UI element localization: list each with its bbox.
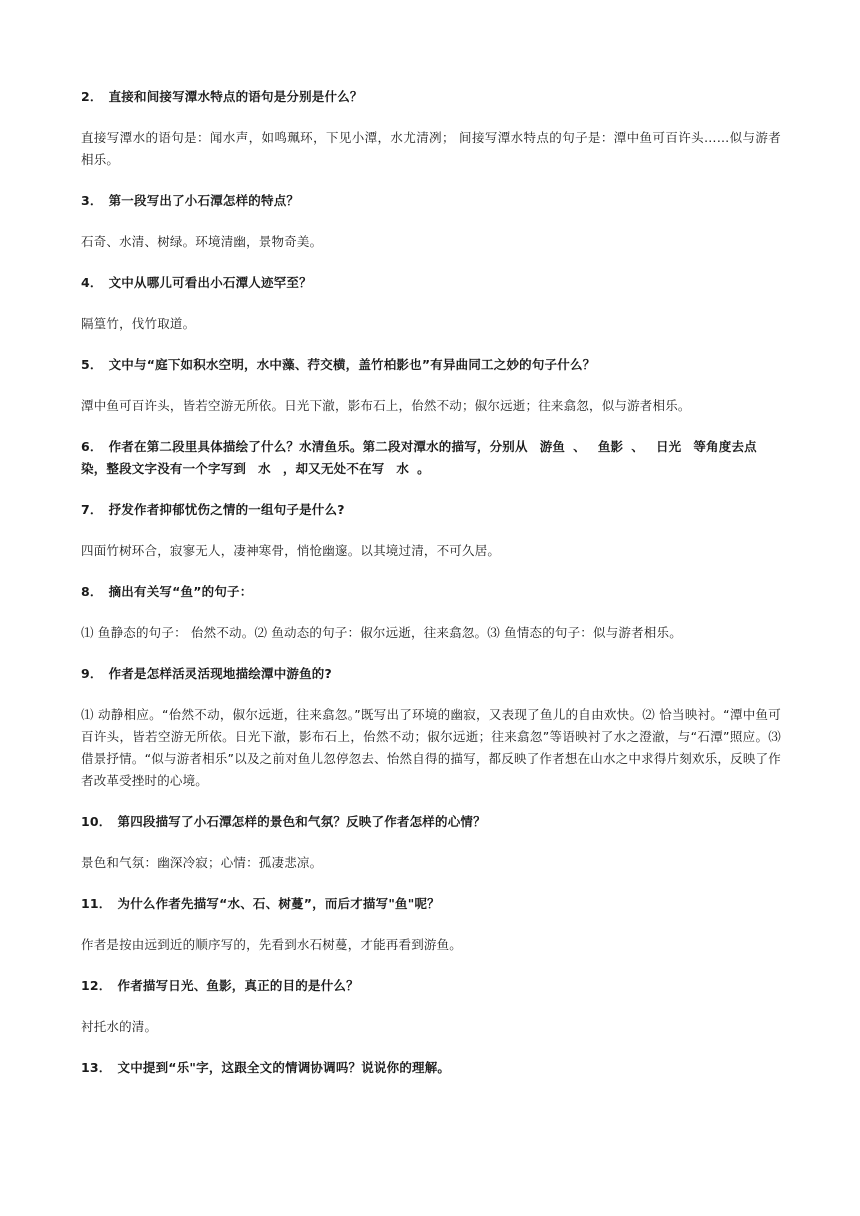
question-6 — [81, 436, 781, 480]
question-text: 文中从哪儿可看出小石潭人迹罕至？ — [108, 275, 312, 290]
question-text: 直接和间接写潭水特点的语句是分别是什么？ — [108, 89, 363, 104]
question-number: 11． — [81, 896, 112, 911]
question-4 — [81, 272, 781, 294]
question-text: 。 — [417, 461, 430, 476]
question-text: 文中提到“乐"字，这跟全文的情调协调吗？说说你的理解。 — [117, 1060, 451, 1075]
question-number: 2． — [81, 89, 103, 104]
answer-9: ⑴ 动静相应。“佁然不动，俶尔远逝，往来翕忽。”既写出了环境的幽寂，又表现了鱼儿的自由欢快。⑵ 恰当映衬。“潭中鱼可百许头，皆若空游无所依。日光下澈，影布石上，佁然不动；俶尔远逝；往来翕忽”等语映衬了水之澄澈，与“石潭”照应。⑶ 借景抒情。“似与游者相乐”以及之前对鱼儿忽停忽去、怡然自得的描写，都反映了作者想在山水之中求得片刻欢乐，反映了作者改革受挫时的心境。 — [81, 707, 781, 788]
document-page — [81, 86, 781, 1098]
question-8 — [81, 581, 781, 603]
question-text: 等角度去点染，整段文字没有一个字写到 — [81, 439, 757, 476]
question-13 — [81, 1057, 781, 1079]
answer-8: ⑴ 鱼静态的句子： 佁然不动。⑵ 鱼动态的句子：俶尔远逝，往来翕忽。⑶ 鱼情态的句子：似与游者相乐。 — [81, 625, 682, 640]
fill-in-answer: 鱼影 — [597, 439, 624, 454]
question-number: 7． — [81, 502, 103, 517]
answer-5: 潭中鱼可百许头，皆若空游无所依。日光下澈，影布石上，佁然不动；俶尔远逝；往来翕忽，似与游者相乐。 — [81, 398, 691, 413]
question-number: 10． — [81, 814, 112, 829]
question-number: 9． — [81, 666, 103, 681]
question-2 — [81, 86, 781, 108]
answer-4: 隔篁竹，伐竹取道。 — [81, 316, 196, 331]
question-text: 作者在第二段里具体描绘了什么？水清鱼乐。第二段对潭水的描写，分别从 — [108, 439, 528, 454]
fill-in-answer: 日光 — [655, 439, 682, 454]
question-text: 、 — [631, 439, 644, 454]
question-text: 、 — [573, 439, 586, 454]
question-9 — [81, 663, 781, 685]
fill-in-answer: 水 — [396, 461, 410, 476]
question-5 — [81, 354, 781, 376]
question-number: 6． — [81, 439, 103, 454]
question-10 — [81, 811, 781, 833]
question-text: 抒发作者抑郁忧伤之情的一组句子是什么? — [108, 502, 345, 517]
question-number: 12． — [81, 978, 112, 993]
question-text: 文中与“庭下如积水空明，水中藻、荇交横，盖竹柏影也”有异曲同工之妙的句子什么？ — [108, 357, 596, 372]
answer-7: 四面竹树环合，寂寥无人，凄神寒骨，悄怆幽邃。以其境过清，不可久居。 — [81, 543, 501, 558]
question-text: 作者描写日光、鱼影，真正的目的是什么？ — [117, 978, 359, 993]
answer-12: 衬托水的清。 — [81, 1019, 158, 1034]
question-text: 为什么作者先描写“水、石、树蔓”，而后才描写"鱼"呢？ — [117, 896, 440, 911]
question-11 — [81, 893, 781, 915]
answer-10: 景色和气氛：幽深冷寂；心情：孤凄悲凉。 — [81, 855, 323, 870]
question-7 — [81, 499, 781, 521]
question-text: 作者是怎样活灵活现地描绘潭中游鱼的? — [108, 666, 332, 681]
question-number: 3． — [81, 193, 103, 208]
question-number: 5． — [81, 357, 103, 372]
answer-2: 直接写潭水的语句是：闻水声，如鸣珮环，下见小潭，水尤清冽； 间接写潭水特点的句子是：潭中鱼可百许头……似与游者相乐。 — [81, 130, 781, 167]
question-text: ，却又无处不在写 — [282, 461, 385, 476]
question-text: 摘出有关写“鱼”的句子： — [108, 584, 253, 599]
answer-11: 作者是按由远到近的顺序写的，先看到水石树蔓，才能再看到游鱼。 — [81, 937, 463, 952]
fill-in-answer: 水 — [258, 461, 271, 476]
question-number: 4． — [81, 275, 103, 290]
question-number: 13． — [81, 1060, 112, 1075]
question-text: 第四段描写了小石潭怎样的景色和气氛？反映了作者怎样的心情？ — [117, 814, 486, 829]
question-3 — [81, 190, 781, 212]
question-number: 8． — [81, 584, 103, 599]
answer-3: 石奇、水清、树绿。环境清幽，景物奇美。 — [81, 234, 323, 249]
question-12 — [81, 975, 781, 997]
question-text: 第一段写出了小石潭怎样的特点？ — [108, 193, 300, 208]
fill-in-answer: 游鱼 — [539, 439, 566, 454]
